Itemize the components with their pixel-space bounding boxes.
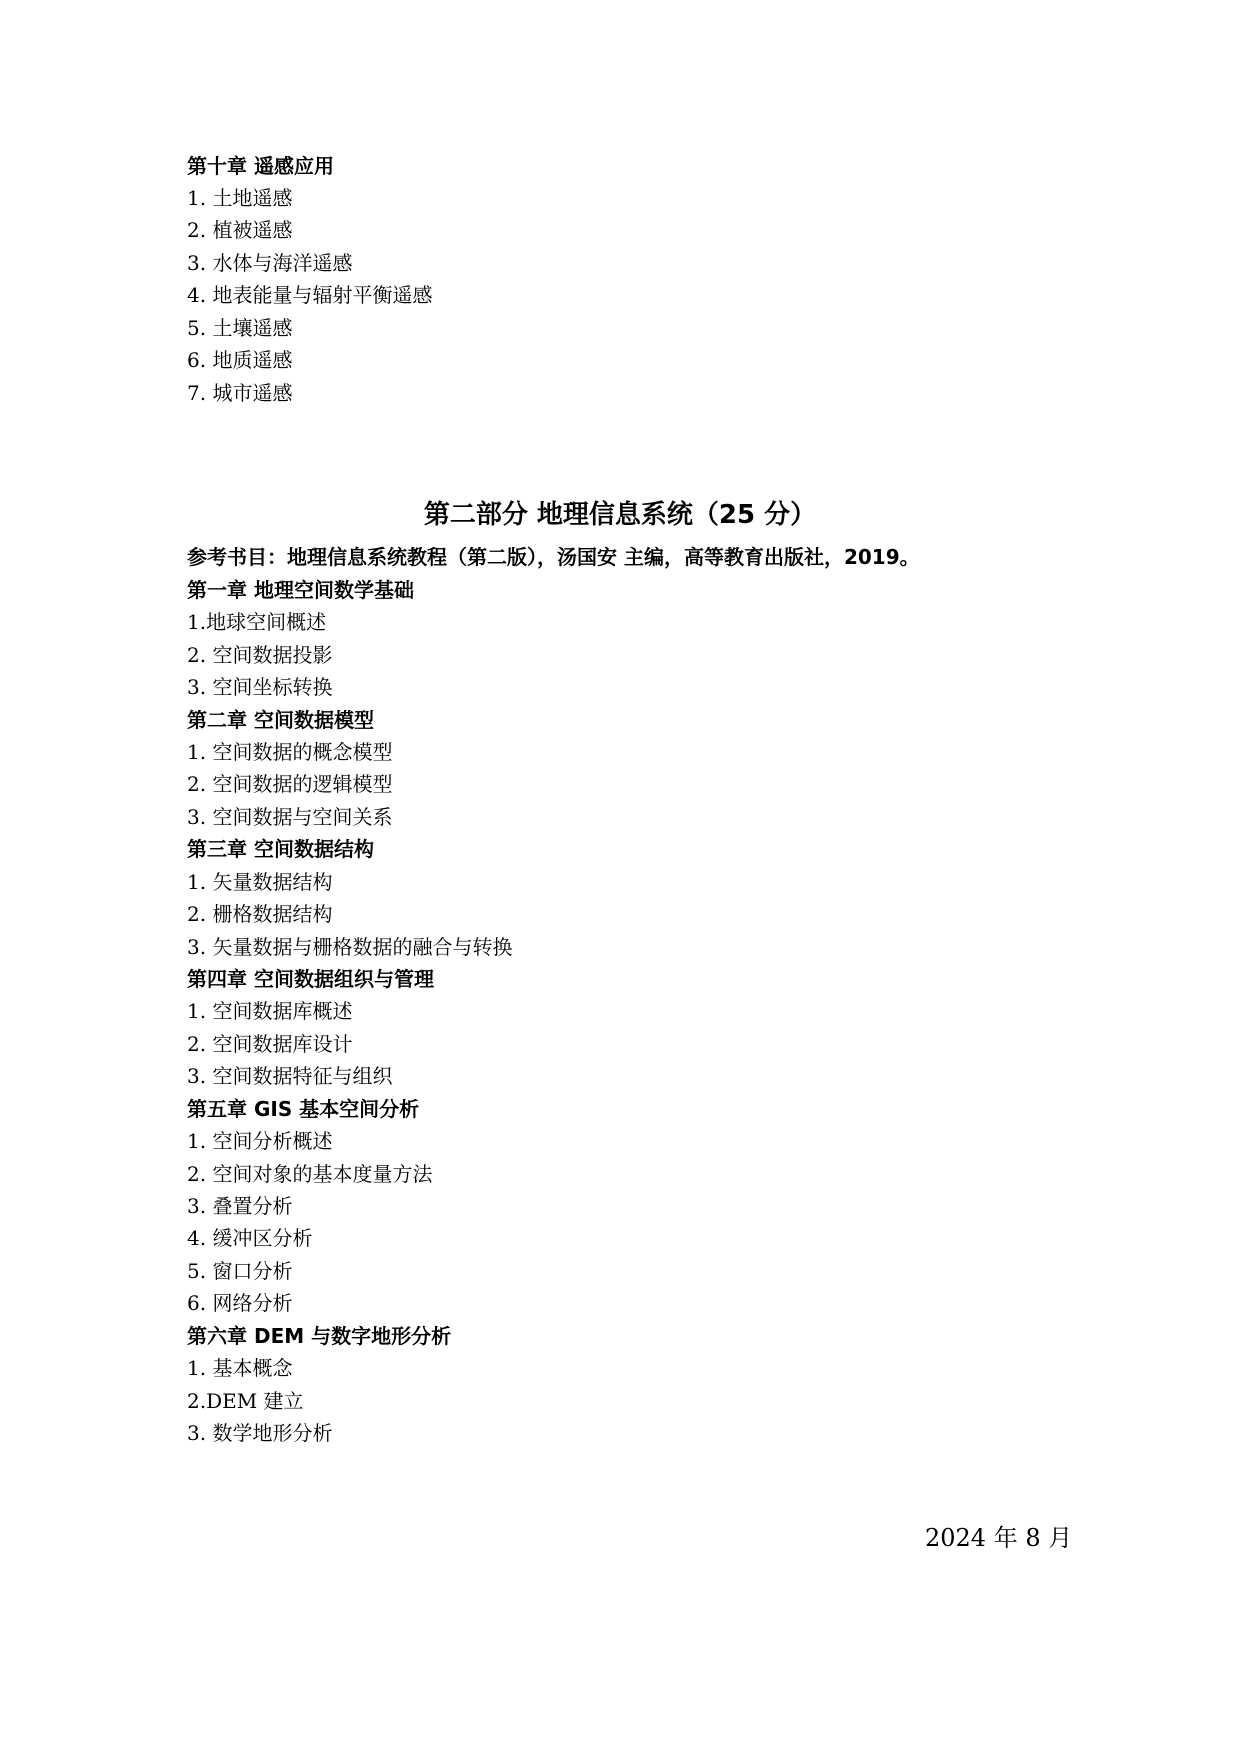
list-item: 1.地球空间概述	[187, 610, 327, 634]
list-item: 7. 城市遥感	[187, 381, 293, 405]
list-item: 2. 空间数据的逻辑模型	[187, 772, 393, 796]
chapter-heading: 第六章 DEM 与数字地形分析	[187, 1324, 452, 1348]
list-item: 5. 土壤遥感	[187, 316, 293, 340]
list-item: 2. 空间对象的基本度量方法	[187, 1162, 433, 1186]
chapter-heading: 第一章 地理空间数学基础	[187, 578, 414, 602]
list-item: 2. 空间数据库设计	[187, 1032, 353, 1056]
list-item: 1. 空间数据库概述	[187, 999, 353, 1023]
list-item: 1. 基本概念	[187, 1356, 293, 1380]
chapter-heading: 第二章 空间数据模型	[187, 708, 374, 732]
chapter-heading: 第三章 空间数据结构	[187, 837, 374, 861]
list-item: 2. 植被遥感	[187, 218, 293, 242]
chapter-heading: 第四章 空间数据组织与管理	[187, 967, 434, 991]
document-date: 2024 年 8 月	[925, 1524, 1073, 1552]
chapter-heading: 第十章 遥感应用	[187, 154, 334, 178]
list-item: 4. 缓冲区分析	[187, 1226, 313, 1250]
reference-book: 参考书目：地理信息系统教程（第二版），汤国安 主编，高等教育出版社，2019。	[187, 545, 920, 569]
part-title: 第二部分 地理信息系统（25 分）	[423, 500, 817, 530]
list-item: 1. 空间分析概述	[187, 1129, 333, 1153]
list-item: 3. 空间坐标转换	[187, 675, 333, 699]
list-item: 6. 网络分析	[187, 1291, 293, 1315]
list-item: 3. 水体与海洋遥感	[187, 251, 353, 275]
list-item: 2.DEM 建立	[187, 1389, 304, 1413]
list-item: 3. 空间数据与空间关系	[187, 805, 393, 829]
list-item: 2. 栅格数据结构	[187, 902, 333, 926]
chapter-heading: 第五章 GIS 基本空间分析	[187, 1097, 420, 1121]
list-item: 1. 土地遥感	[187, 186, 293, 210]
list-item: 5. 窗口分析	[187, 1259, 293, 1283]
list-item: 3. 空间数据特征与组织	[187, 1064, 393, 1088]
list-item: 1. 空间数据的概念模型	[187, 740, 393, 764]
list-item: 4. 地表能量与辐射平衡遥感	[187, 283, 433, 307]
list-item: 1. 矢量数据结构	[187, 870, 333, 894]
list-item: 3. 矢量数据与栅格数据的融合与转换	[187, 935, 513, 959]
list-item: 2. 空间数据投影	[187, 643, 333, 667]
list-item: 3. 数学地形分析	[187, 1421, 333, 1445]
list-item: 6. 地质遥感	[187, 348, 293, 372]
list-item: 3. 叠置分析	[187, 1194, 293, 1218]
